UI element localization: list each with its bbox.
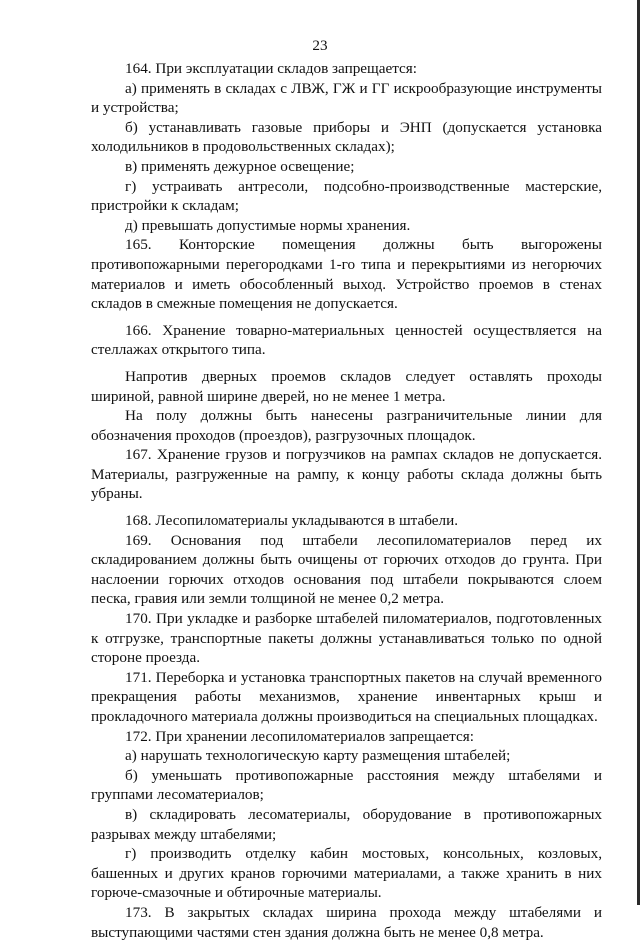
paragraph-165: 165. Конторские помещения должны быть выгорожены противопожарными перегородками 1-го типа и перекрытиями из негорючих материалов и иметь обособленный выход. Устройство проемов в стенах складов в смежные помещения не допускается. xyxy=(91,236,602,313)
paragraph-166-passages: Напротив дверных проемов складов следует оставлять проходы шириной, равной ширине дверей, но не менее 1 метра. xyxy=(91,367,602,405)
paragraph-170: 170. При укладке и разборке штабелей пиломатериалов, подготовленных к отгрузке, транспортные пакеты должны устанавливаться только по одной стороне проезда. xyxy=(91,610,602,667)
paragraph-172-a: а) нарушать технологическую карту размещения штабелей; xyxy=(125,747,511,765)
paragraph-164-b: б) устанавливать газовые приборы и ЭНП (допускается установка холодильников в продовольственных складах); xyxy=(91,118,602,156)
paragraph-164-v: в) применять дежурное освещение; xyxy=(125,157,355,175)
paragraph-172: 172. При хранении лесопиломатериалов запрещается: xyxy=(125,727,474,745)
paragraph-172-g: г) производить отделку кабин мостовых, консольных, козловых, башенных и других кранов горючими материалами, а также хранить в них горюче-смазочные и обтирочные материалы. xyxy=(91,845,602,902)
paragraph-171: 171. Переборка и установка транспортных пакетов на случай временного прекращения работы механизмов, хранение инвентарных крыш и прокладочного материала должны производиться на специальных площадках. xyxy=(91,668,602,725)
paragraph-168: 168. Лесопиломатериалы укладываются в штабели. xyxy=(125,512,458,530)
page-number: 23 xyxy=(312,37,328,54)
paragraph-172-v: в) складировать лесоматериалы, оборудование в противопожарных разрывах между штабелями; xyxy=(91,805,602,843)
paragraph-164: 164. При эксплуатации складов запрещается: xyxy=(125,60,417,77)
paragraph-166: 166. Хранение товарно-материальных ценностей осуществляется на стеллажах открытого типа. xyxy=(91,321,602,359)
paragraph-166-floor-lines: На полу должны быть нанесены разграничительные линии для обозначения проходов (проездов), разгрузочных площадок. xyxy=(91,407,602,444)
paragraph-164-d: д) превышать допустимые нормы хранения. xyxy=(125,216,411,234)
paragraph-172-b: б) уменьшать противопожарные расстояния между штабелями и группами лесоматериалов; xyxy=(91,766,602,804)
paragraph-167: 167. Хранение грузов и погрузчиков на рампах складов не допускается. Материалы, разгруженные на рампу, к концу работы склада должны быть убраны. xyxy=(91,446,602,503)
paragraph-173: 173. В закрытых складах ширина прохода между штабелями и выступающими частями стен здания должна быть не менее 0,8 метра. xyxy=(91,903,602,941)
paragraph-164-a: а) применять в складах с ЛВЖ, ГЖ и ГГ искрообразующие инструменты и устройства; xyxy=(91,79,602,117)
paragraph-164-g: г) устраивать антресоли, подсобно-производственные мастерские, пристройки к складам; xyxy=(91,177,602,215)
paragraph-169: 169. Основания под штабели лесопиломатериалов перед их складированием должны быть очищены от горючих отходов до грунта. При наслоении горючих отходов основания под штабели покрываются слоем песка, гравия или земли толщиной не менее 0,2 метра. xyxy=(91,531,602,608)
document-body xyxy=(91,59,602,942)
